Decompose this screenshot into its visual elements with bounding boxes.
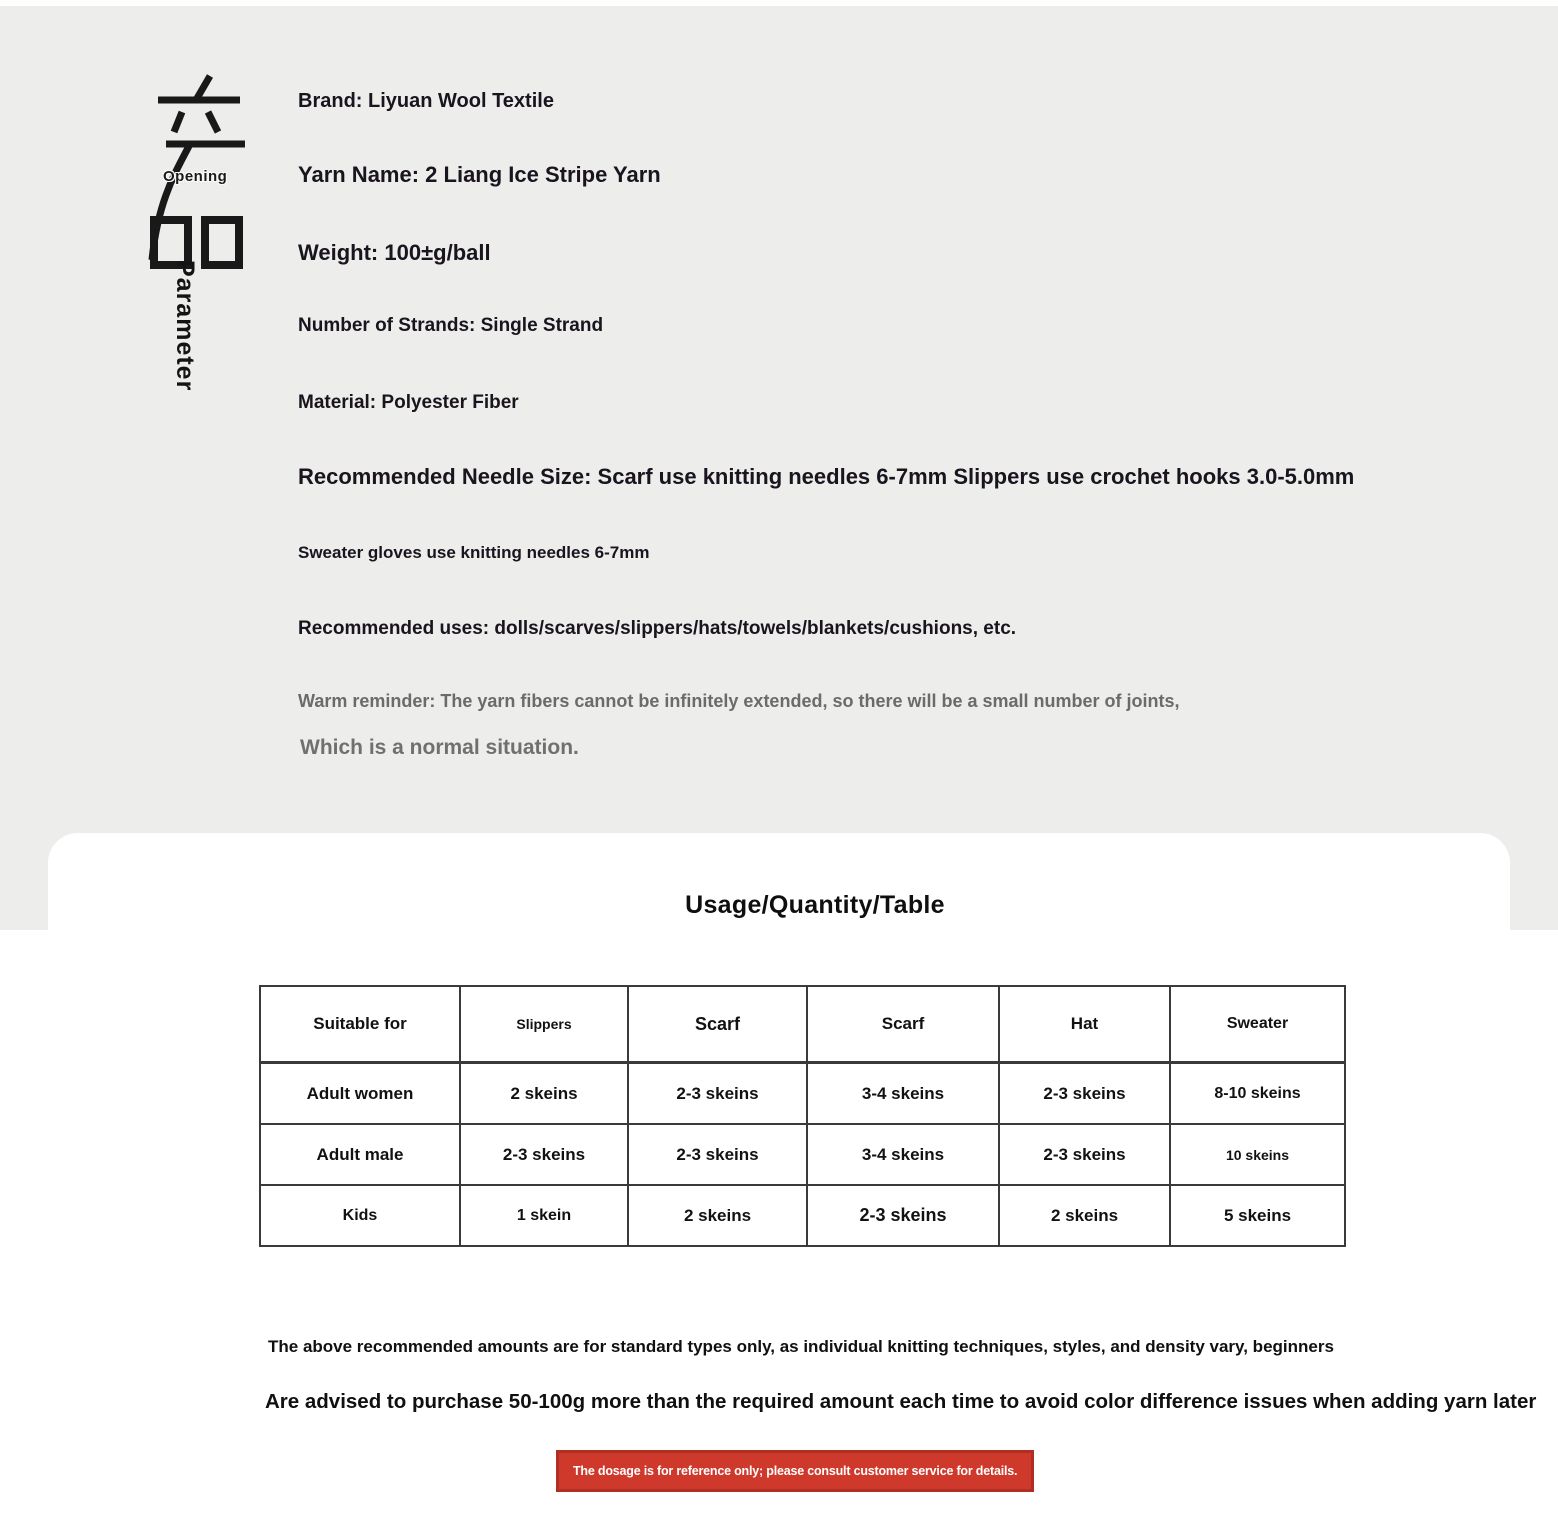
header-scarf-1: Scarf xyxy=(628,986,807,1063)
parameter-label: Parameter xyxy=(171,260,199,392)
cell: 10 skeins xyxy=(1170,1124,1345,1185)
cell: 2 skeins xyxy=(999,1185,1170,1246)
cell: 2 skeins xyxy=(628,1185,807,1246)
spec-sweater-gloves: Sweater gloves use knitting needles 6-7mm xyxy=(298,543,650,562)
cell: 2-3 skeins xyxy=(999,1124,1170,1185)
cell: 2-3 skeins xyxy=(460,1124,628,1185)
header-suitable-for: Suitable for xyxy=(260,986,460,1063)
spec-material: Material: Polyester Fiber xyxy=(298,392,519,413)
table-row-adult-women xyxy=(260,1063,1345,1125)
cell: 2-3 skeins xyxy=(628,1124,807,1185)
spec-brand: Brand: Liyuan Wool Textile xyxy=(298,90,554,112)
spec-yarn-name: Yarn Name: 2 Liang Ice Stripe Yarn xyxy=(298,162,661,187)
table-header-row xyxy=(260,986,1345,1063)
header-slippers: Slippers xyxy=(460,986,628,1063)
cell: 2-3 skeins xyxy=(628,1063,807,1125)
usage-note-line2: Are advised to purchase 50-100g more than the required amount each time to avoid color difference issues when adding yarn later xyxy=(265,1390,1537,1413)
usage-table-title: Usage/Quantity/Table xyxy=(685,891,945,919)
table-row-kids xyxy=(260,1185,1345,1246)
row-label: Adult male xyxy=(260,1124,460,1185)
table-row-adult-male xyxy=(260,1124,1345,1185)
usage-quantity-table xyxy=(259,985,1346,1247)
pin-box-right xyxy=(201,216,243,269)
spec-warm-reminder-2: Which is a normal situation. xyxy=(300,736,579,759)
reference-banner: The dosage is for reference only; please consult customer service for details. xyxy=(556,1450,1034,1492)
row-label: Adult women xyxy=(260,1063,460,1125)
header-hat: Hat xyxy=(999,986,1170,1063)
header-sweater: Sweater xyxy=(1170,986,1345,1063)
spec-needle-size: Recommended Needle Size: Scarf use knitting needles 6-7mm Slippers use crochet hooks 3.0-5.0mm xyxy=(298,464,1355,489)
spec-recommended-uses: Recommended uses: dolls/scarves/slippers/hats/towels/blankets/cushions, etc. xyxy=(298,618,1017,639)
cell: 2-3 skeins xyxy=(999,1063,1170,1125)
cell: 5 skeins xyxy=(1170,1185,1345,1246)
cell: 8-10 skeins xyxy=(1170,1063,1345,1125)
spec-warm-reminder-1: Warm reminder: The yarn fibers cannot be infinitely extended, so there will be a small number of joints, xyxy=(298,691,1180,711)
header-scarf-2: Scarf xyxy=(807,986,999,1063)
cell: 2 skeins xyxy=(460,1063,628,1125)
usage-card xyxy=(48,833,1537,1530)
product-parameter-panel xyxy=(0,6,1558,930)
row-label: Kids xyxy=(260,1185,460,1246)
spec-strands: Number of Strands: Single Strand xyxy=(298,315,604,336)
cell: 3-4 skeins xyxy=(807,1063,999,1125)
cell: 2-3 skeins xyxy=(807,1185,999,1246)
spec-weight: Weight: 100±g/ball xyxy=(298,240,491,265)
opening-label: Opening xyxy=(163,168,228,185)
cell: 3-4 skeins xyxy=(807,1124,999,1185)
usage-note-line1: The above recommended amounts are for standard types only, as individual knitting techniques, styles, and density vary, beginners xyxy=(268,1337,1334,1356)
cell: 1 skein xyxy=(460,1185,628,1246)
